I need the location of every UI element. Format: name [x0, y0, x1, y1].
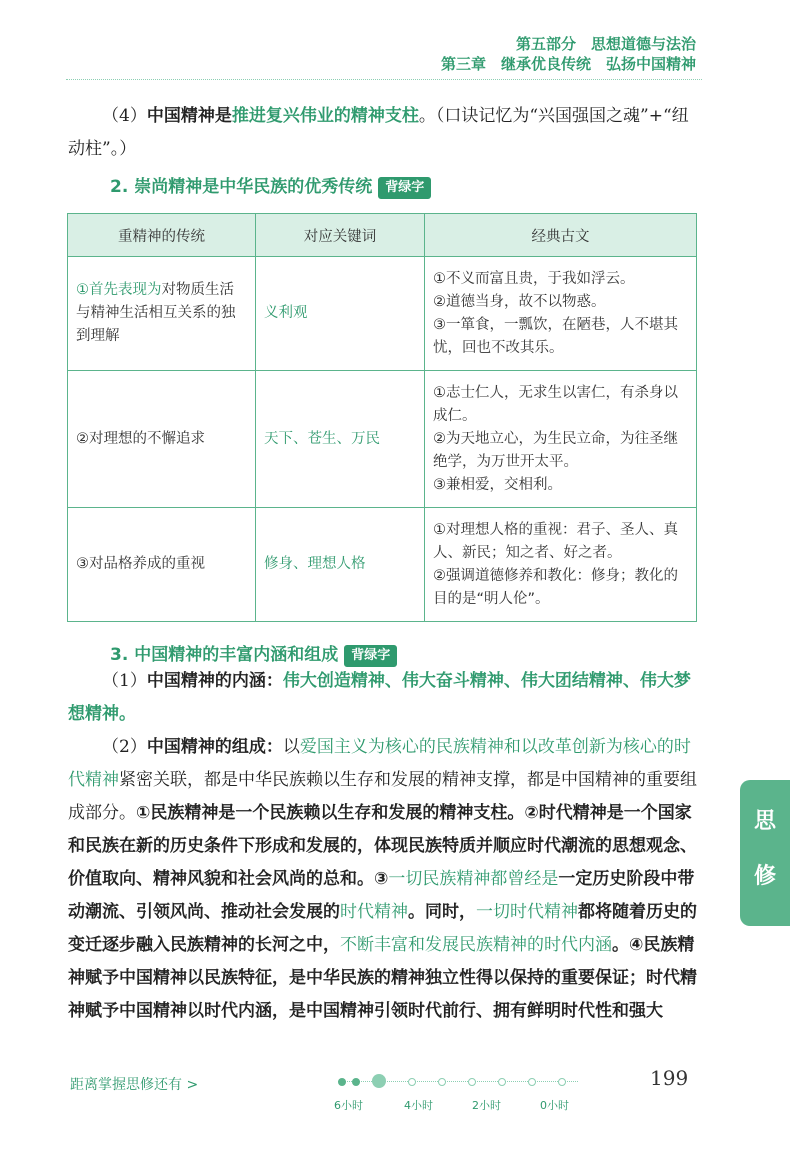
classic-line: ②强调道德修养和教化：修身；教化的目的是“明人伦”。 — [433, 567, 678, 607]
classic-line: ③兼相爱，交相利。 — [433, 476, 562, 493]
table-cell-keyword: 修身、理想人格 — [256, 508, 425, 622]
table-header-row — [68, 214, 697, 257]
progress-track — [338, 1072, 618, 1092]
footer-countdown-label: 距离掌握思修还有 > — [70, 1077, 199, 1093]
p2-k2: 一切民族精神都曾经是 — [388, 869, 559, 889]
table-cell-tradition — [68, 508, 256, 622]
p1-lead: 中国精神的内涵： — [146, 671, 283, 691]
paragraph-2 — [68, 731, 700, 1028]
progress-dot — [558, 1078, 566, 1086]
p2-lead: 中国精神的组成： — [146, 737, 283, 757]
cell-prefix: ①首先表现为 — [76, 282, 162, 298]
table-row — [68, 257, 697, 371]
classic-line: ①不义而富且贵，于我如浮云。 — [433, 270, 635, 287]
side-tab-char-top: 思 — [753, 809, 776, 834]
section2-title-text: 2. 崇尚精神是中华民族的优秀传统 — [110, 177, 373, 197]
classic-line: ③一箪食，一瓢饮，在陋巷，人不堪其忧，回也不改其乐。 — [433, 316, 678, 356]
page-number: 199 — [650, 1066, 689, 1090]
header-part: 第五部分 思想道德与法治 — [515, 35, 696, 53]
p2-s3: ①民族精神是一个民族赖以生存和发展的精神支柱。②时代精神是一个国家和民族在新的历史条件下形成和发展的，体现民族特质并顺应时代潮流的思想观念、价值取向、精神风貌和社会风尚的总和。③ — [68, 803, 697, 889]
classic-line: ②道德当身，故不以物惑。 — [433, 293, 606, 310]
p2-num: （2） — [102, 737, 147, 757]
table-cell-tradition — [68, 257, 256, 371]
classic-line: ①志士仁人，无求生以害仁，有杀身以成仁。 — [433, 384, 678, 424]
tick-label: 6小时 — [334, 1099, 363, 1112]
progress-dot — [338, 1078, 346, 1086]
p2-s7: 。④民族精神赋予中国精神以民族特征，是中华民族的精神独立性得以保持的重要保证；时代精神赋予中国精神以时代内涵，是中国精神引领时代前行、拥有鲜明时代性和强大 — [68, 935, 697, 1021]
section2-badge: 背绿字 — [378, 177, 431, 199]
intro-paragraph — [68, 100, 700, 166]
intro-key: 推进复兴伟业的精神支柱 — [231, 106, 419, 126]
header-chapter: 第三章 继承优良传统 弘扬中国精神 — [440, 55, 696, 73]
table-cell-classics — [425, 508, 697, 622]
side-tab-char-bottom: 修 — [753, 864, 776, 889]
cell-text: ③对品格养成的重视 — [76, 556, 205, 572]
table-row — [68, 371, 697, 508]
cell-text: 对物质生活与精神生活相互关系的独到理解 — [76, 282, 236, 344]
classic-line: ①对理想人格的重视：君子、圣人、真人、新民；知之者、好之者。 — [433, 521, 678, 561]
table-header-cell: 经典古文 — [425, 214, 697, 257]
progress-dot — [528, 1078, 536, 1086]
header-divider — [66, 79, 702, 80]
p2-k5: 不断丰富和发展民族精神的时代内涵 — [340, 935, 612, 955]
p1-key: 伟大创造精神、伟大奋斗精神、伟大团结精神、伟大梦想精神。 — [68, 671, 691, 724]
intro-num: （4） — [102, 106, 147, 126]
p1-num: （1） — [102, 671, 147, 691]
p2-s2: 紧密关联，都是中华民族赖以生存和发展的精神支撑，都是中国精神的重要组成部分。 — [68, 770, 697, 823]
cell-text: ②对理想的不懈追求 — [76, 430, 205, 447]
progress-dot — [352, 1078, 360, 1086]
table-cell-keyword: 天下、苍生、万民 — [256, 371, 425, 508]
p2-k3: 时代精神 — [340, 902, 408, 922]
progress-marker-icon — [372, 1074, 386, 1088]
tick-label: 4小时 — [404, 1099, 433, 1112]
classic-line: ②为天地立心，为生民立命，为往圣继绝学，为万世开太平。 — [433, 430, 678, 470]
section3-title-text: 3. 中国精神的丰富内涵和组成 — [110, 645, 339, 665]
p2-s4: 一定历史阶段中带动潮流、引领风尚、推动社会发展的 — [68, 869, 695, 922]
table-cell-classics — [425, 371, 697, 508]
table-cell-classics — [425, 257, 697, 371]
p2-s1: 以 — [282, 737, 300, 757]
p2-k4: 一切时代精神 — [476, 902, 578, 922]
progress-dot — [438, 1078, 446, 1086]
section3-title — [110, 640, 397, 667]
intro-rest: 。（口诀记忆为“兴国强国之魂”+“纽动柱”。） — [68, 106, 689, 159]
side-tab-sixiu[interactable] — [740, 780, 790, 926]
progress-dot — [498, 1078, 506, 1086]
p2-k1: 爱国主义为核心的民族精神和以改革创新为核心的时代精神 — [68, 737, 691, 790]
intro-lead: 中国精神是 — [146, 106, 232, 126]
section3-badge: 背绿字 — [344, 645, 397, 667]
paragraph-1 — [68, 665, 700, 731]
tick-label: 2小时 — [472, 1099, 501, 1112]
table-cell-tradition — [68, 371, 256, 508]
progress-dot — [408, 1078, 416, 1086]
p2-s6: 都将随着历史的变迁逐步融入民族精神的长河之中， — [68, 902, 697, 955]
table-row — [68, 508, 697, 622]
table-header-cell: 对应关键词 — [256, 214, 425, 257]
tradition-table — [67, 213, 697, 622]
p2-s5: 。同时， — [408, 902, 476, 922]
tick-label: 0小时 — [540, 1099, 569, 1112]
table-cell-keyword: 义利观 — [256, 257, 425, 371]
progress-dot — [468, 1078, 476, 1086]
section2-title — [110, 172, 431, 199]
table-header-cell: 重精神的传统 — [68, 214, 256, 257]
